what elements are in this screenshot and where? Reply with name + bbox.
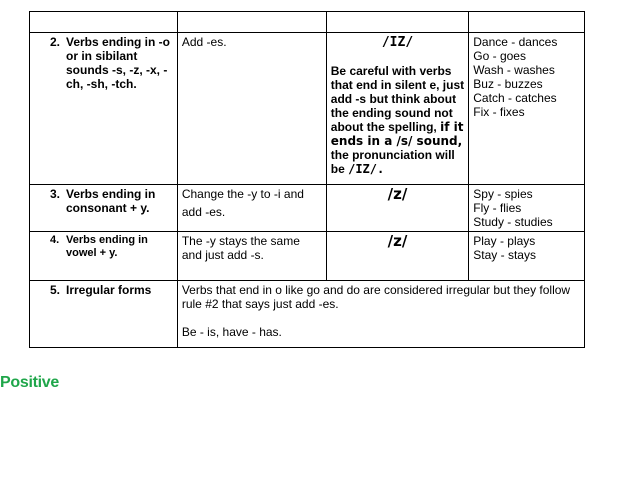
sound-ipa: /z/ [387, 185, 408, 203]
sound-note: Be careful with verbs that end in silent e, just add -s but think about the ending sound not about the spelling, if it ends in a /s/ sound, the pronunciation will be /IZ/. [330, 64, 465, 176]
sound-cell [326, 232, 469, 281]
header-cell [469, 12, 585, 33]
rule-cell: The -y stays the same and just add -s. [177, 232, 326, 281]
rule-title: 3. Verbs ending in consonant + y. [50, 187, 156, 215]
examples-cell [469, 185, 585, 232]
rule-title-cell [30, 185, 178, 232]
examples-cell [469, 33, 585, 185]
rule-cell: Change the -y to -i and add -es. [177, 185, 326, 232]
example: Play - plays [473, 234, 536, 248]
sound-ipa: /z/ [387, 232, 408, 250]
verb-rules-table [29, 11, 585, 348]
header-cell [177, 12, 326, 33]
example: Stay - stays [473, 248, 536, 262]
table-row [30, 33, 585, 185]
rule-title-cell [30, 33, 178, 185]
positive-heading: Positive [0, 374, 59, 391]
rule-title-cell [30, 232, 178, 281]
example: Study - studies [473, 215, 553, 229]
sound-ipa: /IZ/ [381, 35, 414, 50]
header-cell [30, 12, 178, 33]
example: Fix - fixes [473, 105, 525, 119]
sound-cell [326, 185, 469, 232]
header-cell [326, 12, 469, 33]
example: Fly - flies [473, 201, 522, 215]
rule-cell: Verbs that end in o like go and do are considered irregular but they follow rule #2 that says just add -es. Be - is, have - has. [177, 281, 584, 348]
example: Wash - washes [473, 63, 555, 77]
rule-title: 2. Verbs ending in -o or in sibilant sounds -s, -z, -x, - ch, -sh, -tch. [50, 35, 171, 91]
examples-cell [469, 232, 585, 281]
sound-cell [326, 33, 469, 185]
rule-title-cell [30, 281, 178, 348]
rule-cell: Add -es. [177, 33, 326, 185]
table-row [30, 281, 585, 348]
example: Spy - spies [473, 187, 533, 201]
table-row [30, 185, 585, 232]
rule-title: 5. Irregular forms [50, 283, 152, 297]
rule-title: 4. Verbs ending in vowel + y. [50, 234, 148, 259]
table-row [30, 232, 585, 281]
example: Catch - catches [473, 91, 557, 105]
example: Go - goes [473, 49, 526, 63]
table-header-row [30, 12, 585, 33]
example: Buz - buzzes [473, 77, 543, 91]
example: Dance - dances [473, 35, 558, 49]
